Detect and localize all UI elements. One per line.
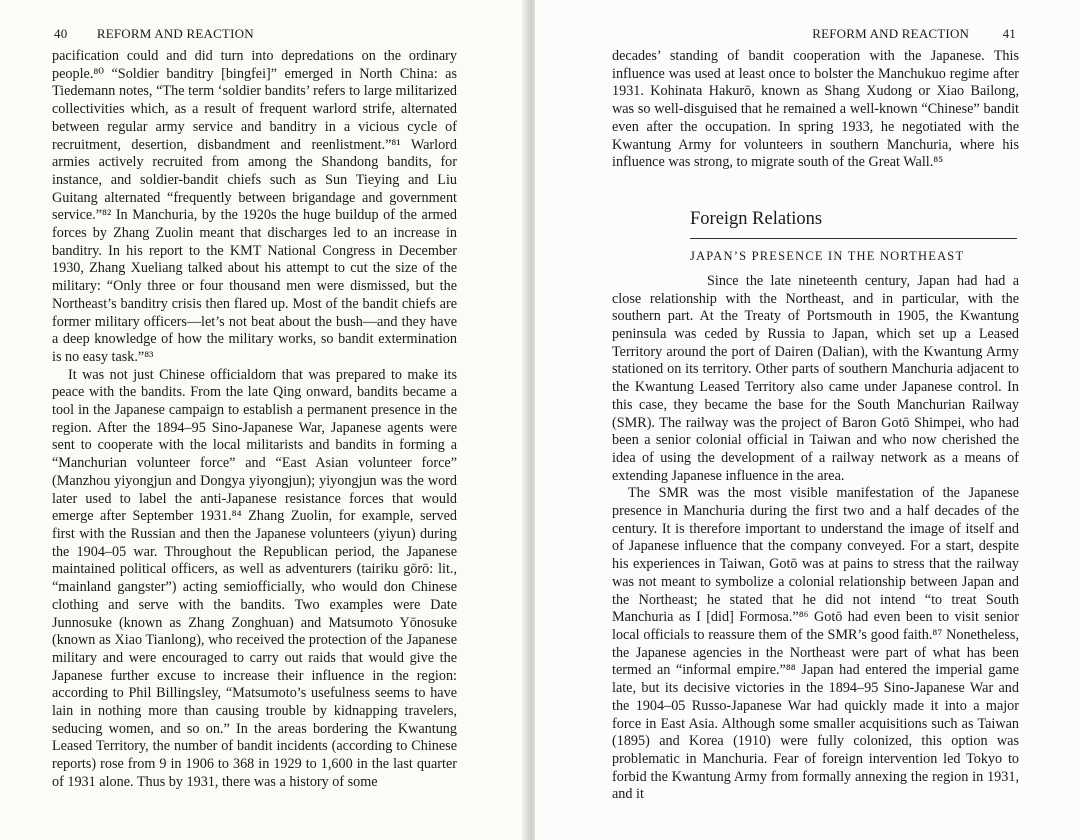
right-page-number: 41 bbox=[1002, 26, 1016, 41]
right-running-head-title: REFORM AND REACTION bbox=[812, 26, 970, 41]
left-paragraph-2: It was not just Chinese officialdom that was prepared to make its peace with the bandits. From the late Qing onward, bandits became a tool in the Japanese campaign to establish a permanent presence in the region. After the 1894–95 Sino-Japanese War, Japanese agents were sent to cooperate with the local militarists and bandits in forming a “Manchurian volunteer force” and “East Asian volunteer force” (Manzhou yiyongjun and Dongya yiyongjun); yiyongjun was the word later used to label the anti-Japanese resistance forces that would emerge after September 1931.⁸⁴ Zhang Zuolin, for example, served first with the Russian and then the Japanese volunteers (yiyun) during the 1904–05 war. Throughout the Republican period, the Japanese maintained political officers, as well as adventurers (tairiku gōrō: lit., “mainland gangster”) acting semiofficially, who would don Chinese clothing and serve with the bandits. Two examples were Date Junnosuke (known as Zhang Zonghuan) and Matsumoto Yōnosuke (known as Xiao Tianlong), who received the protection of the Japanese military and were encouraged to carry out raids that would give the Japanese further excuse to increase their influence in the region: according to Phil Billingsley, “Matsumoto’s usefulness seems to have lain in nothing more than causing trouble by kidnapping travelers, seducing women, and so on.” In the areas bordering the Kwantung Leased Territory, the number of bandit incidents (according to Chinese reports) rose from 9 in 1906 to 368 in 1929 to 1,600 in the last quarter of 1931 alone. Thus by 1931, there was a history of some bbox=[52, 366, 457, 790]
left-text-column bbox=[52, 48, 457, 792]
right-paragraph-2: The SMR was the most visible manifestation of the Japanese presence in Manchuria during the first two and a half decades of the century. It is therefore important to understand the image of itself and of Japanese influence that the company conveyed. For a start, despite his experiences in Taiwan, Gotō was at pains to stress that the railway was not meant to symbolize a colonial relationship between Japan and the Northeast; he stated that he did not intend “to treat South Manchuria as I [did] Formosa.”⁸⁶ Gotō had even been to visit senior local officials to reassure them of the SMR’s good faith.⁸⁷ Nonetheless, the Japanese agencies in the Northeast were part of what has been termed an “informal empire.”⁸⁸ Japan had entered the imperial game late, but its decisive victories in the 1894–95 Sino-Japanese War and the 1904–05 Russo-Japanese War had quickly made it into a major force in East Asia. Although some smaller acquisitions such as Taiwan (1895) and Korea (1910) were fully colonized, this option was problematic in Manchuria. Fear of foreign intervention led Tokyo to forbid the Kwantung Army from formally annexing the region in 1931, and it bbox=[612, 485, 1019, 803]
right-paragraph-continued: decades’ standing of bandit cooperation with the Japanese. This influence was used at least once to bolster the Manchukuo regime after 1931. Kohinata Hakurō, known as Shang Xudong or Xiao Bailong, was so well-disguised that he remained a well-known “Chinese” bandit even after the occupation. In spring 1933, he negotiated with the Kwantung Army for volunteers in southern Manchuria, where his influence was strong, to migrate south of the Great Wall.⁸⁵ bbox=[612, 48, 1019, 171]
left-page bbox=[0, 0, 525, 840]
section-rule bbox=[690, 238, 1017, 239]
right-running-head bbox=[812, 26, 1016, 42]
section-title: Foreign Relations bbox=[690, 208, 823, 229]
right-text-column bbox=[612, 48, 1019, 804]
left-running-head-title: REFORM AND REACTION bbox=[96, 26, 254, 41]
left-running-head bbox=[54, 26, 254, 42]
subsection-title: JAPAN’S PRESENCE IN THE NORTHEAST bbox=[690, 248, 965, 263]
right-page bbox=[535, 0, 1080, 840]
left-paragraph-1: pacification could and did turn into depredations on the ordinary people.⁸⁰ “Soldier banditry [bingfei]” emerged in North China: as Tiedemann notes, “The term ‘soldier bandits’ refers to large militarized collectivities which, as a result of frequent warlord strife, alternated between regular army service and banditry in a vicious cycle of recruitment, desertion, disbandment and reenlistment.”⁸¹ Warlord armies actively recruited from among the Shandong bandits, for instance, and soldier-bandit chiefs such as Sun Tieying and Liu Guitang alternated “frequently between brigandage and government service.”⁸² In Manchuria, by the 1920s the huge buildup of the armed forces by Zhang Zuolin meant that discharges led to an increase in banditry. In his report to the KMT National Congress in December 1930, Zhang Xueliang talked about his attempt to cut the size of the military: “Only three or four thousand men were dismissed, but the Northeast’s banditry crisis then flared up. Most of the bandit chiefs are former military officers—let’s not beat about the bush—and they have a deep knowledge of how the military works, so bandit extermination is no easy task.”⁸³ bbox=[52, 48, 457, 365]
left-page-number: 40 bbox=[54, 26, 68, 41]
right-paragraph-1: Since the late nineteenth century, Japan had had a close relationship with the Northeast, and in particular, with the southern part. At the Treaty of Portsmouth in 1905, the Kwantung peninsula was ceded by Russia to Japan, which set up a Leased Territory around the port of Dairen (Dalian), with the Kwantung Army stationed on its territory. Other parts of southern Manchuria adjacent to the Kwantung Leased Territory also came under Japanese control. In this case, they became the base for the South Manchurian Railway (SMR). The railway was the project of Baron Gotō Shimpei, who had been a senior colonial official in Taiwan and who now cherished the idea of using the development of a railway network as a means of extending Japanese influence in the area. bbox=[612, 272, 1019, 484]
